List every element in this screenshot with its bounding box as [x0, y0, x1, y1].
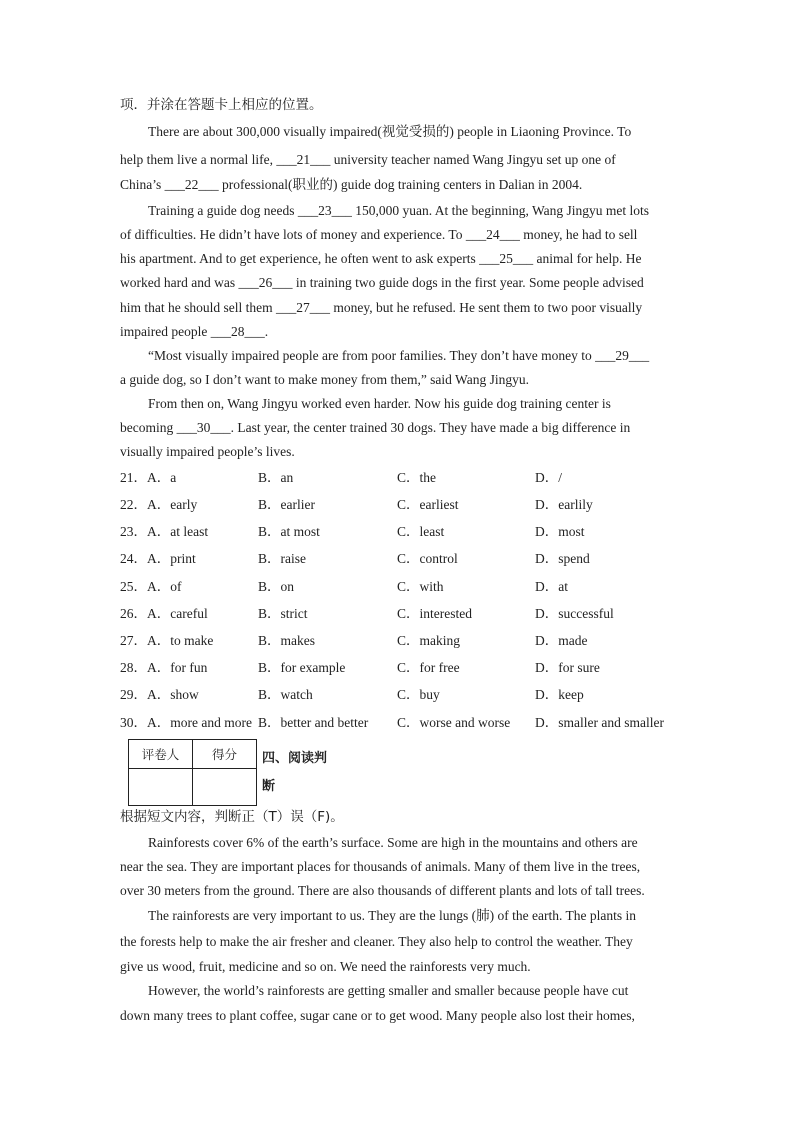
question-row — [120, 578, 680, 596]
cloze-line: visually impaired people’s lives. — [120, 444, 295, 459]
question-number: 26． — [120, 606, 147, 621]
reading-line: However, the world’s rainforests are getting smaller and smaller because people have cut — [148, 983, 629, 998]
option-c[interactable]: C．interested — [397, 606, 472, 621]
cloze-line: China’s ___22___ professional(职业的) guide dog training centers in Dalian in 2004. — [120, 177, 583, 192]
cloze-line: There are about 300,000 visually impaired(视觉受损的) people in Liaoning Province. To — [148, 124, 632, 139]
reading-line: near the sea. They are important places for thousands of animals. Many of them live in the trees, — [120, 859, 641, 874]
cloze-line: his apartment. And to get experience, he often went to ask experts ___25___ animal for help. He — [120, 251, 642, 266]
option-a[interactable]: A．print — [147, 551, 196, 566]
cloze-line: him that he should sell them ___27___ money, but he refused. He sent them to two poor visually — [120, 300, 643, 315]
option-d[interactable]: D．most — [535, 524, 585, 539]
section-title-cont: 断 — [262, 779, 276, 794]
question-row — [120, 632, 680, 650]
option-a[interactable]: A．of — [147, 579, 182, 594]
option-b[interactable]: B．better and better — [258, 715, 369, 730]
option-c[interactable]: C．worse and worse — [397, 715, 511, 730]
option-b[interactable]: B．at most — [258, 524, 320, 539]
question-number: 29． — [120, 687, 147, 702]
question-number: 24． — [120, 551, 147, 566]
option-d[interactable]: D．earlily — [535, 497, 593, 512]
cloze-line: “Most visually impaired people are from poor families. They don’t have money to ___29___ — [148, 348, 650, 363]
question-row — [120, 605, 680, 623]
option-b[interactable]: B．on — [258, 579, 295, 594]
reading-line: Rainforests cover 6% of the earth’s surface. Some are high in the mountains and others are — [148, 835, 638, 850]
option-c[interactable]: C．buy — [397, 687, 440, 702]
option-c[interactable]: C．earliest — [397, 497, 459, 512]
option-a[interactable]: A．more and more — [147, 715, 252, 730]
option-b[interactable]: B．raise — [258, 551, 306, 566]
question-number: 27． — [120, 633, 147, 648]
option-c[interactable]: C．with — [397, 579, 444, 594]
option-d[interactable]: D．successful — [535, 606, 614, 621]
option-a[interactable]: A．show — [147, 687, 199, 702]
option-d[interactable]: D．at — [535, 579, 568, 594]
option-c[interactable]: C．least — [397, 524, 445, 539]
question-row — [120, 550, 680, 568]
option-b[interactable]: B．watch — [258, 687, 313, 702]
question-number: 25． — [120, 579, 147, 594]
option-a[interactable]: A．a — [147, 470, 177, 485]
score-cell[interactable] — [193, 769, 257, 806]
option-a[interactable]: A．at least — [147, 524, 209, 539]
option-d[interactable]: D．/ — [535, 470, 562, 485]
option-a[interactable]: A．careful — [147, 606, 208, 621]
cloze-line: worked hard and was ___26___ in training two guide dogs in the first year. Some people advised — [120, 275, 644, 290]
option-a[interactable]: A．to make — [147, 633, 214, 648]
cloze-line: Training a guide dog needs ___23___ 150,000 yuan. At the beginning, Wang Jingyu met lots — [148, 203, 650, 218]
score-table — [128, 739, 257, 806]
option-c[interactable]: C．making — [397, 633, 460, 648]
question-row — [120, 496, 680, 514]
option-a[interactable]: A．early — [147, 497, 198, 512]
reading-line: The rainforests are very important to us. They are the lungs (肺) of the earth. The plants in — [148, 908, 636, 923]
question-row — [120, 469, 680, 487]
question-row — [120, 714, 680, 732]
question-number: 22． — [120, 497, 147, 512]
option-d[interactable]: D．for sure — [535, 660, 600, 675]
option-b[interactable]: B．for example — [258, 660, 346, 675]
cloze-instruction: 项．并涂在答题卡上相应的位置。 — [120, 97, 323, 113]
cloze-line: becoming ___30___. Last year, the center trained 30 dogs. They have made a big difference in — [120, 420, 631, 435]
question-number: 23． — [120, 524, 147, 539]
option-d[interactable]: D．keep — [535, 687, 584, 702]
cloze-line: help them live a normal life, ___21___ university teacher named Wang Jingyu set up one of — [120, 152, 616, 167]
score-header: 得分 — [193, 740, 257, 769]
reading-instruction: 根据短文内容，判断正（T）误（F)。 — [120, 809, 344, 825]
reading-line: over 30 meters from the ground. There are also thousands of different plants and lots of tall trees. — [120, 883, 645, 898]
reading-line: down many trees to plant coffee, sugar cane or to get wood. Many people also lost their homes, — [120, 1008, 635, 1023]
option-b[interactable]: B．makes — [258, 633, 315, 648]
grader-header: 评卷人 — [129, 740, 193, 769]
question-row — [120, 686, 680, 704]
question-row — [120, 523, 680, 541]
option-c[interactable]: C．the — [397, 470, 436, 485]
cloze-line: impaired people ___28___. — [120, 324, 269, 339]
reading-line: the forests help to make the air fresher and cleaner. They also help to control the weather. They — [120, 934, 633, 949]
option-d[interactable]: D．made — [535, 633, 588, 648]
grader-cell[interactable] — [129, 769, 193, 806]
option-d[interactable]: D．spend — [535, 551, 590, 566]
cloze-line: From then on, Wang Jingyu worked even harder. Now his guide dog training center is — [148, 396, 611, 411]
option-b[interactable]: B．earlier — [258, 497, 315, 512]
option-b[interactable]: B．strict — [258, 606, 308, 621]
option-b[interactable]: B．an — [258, 470, 294, 485]
option-a[interactable]: A．for fun — [147, 660, 208, 675]
question-number: 21． — [120, 470, 147, 485]
cloze-line: of difficulties. He didn’t have lots of money and experience. To ___24___ money, he had to sell — [120, 227, 638, 242]
reading-line: give us wood, fruit, medicine and so on. We need the rainforests very much. — [120, 959, 531, 974]
question-row — [120, 659, 680, 677]
question-number: 30． — [120, 715, 147, 730]
question-number: 28． — [120, 660, 147, 675]
section-title: 四、阅读判 — [262, 751, 328, 766]
cloze-line: a guide dog, so I don’t want to make money from them,” said Wang Jingyu. — [120, 372, 529, 387]
option-c[interactable]: C．for free — [397, 660, 460, 675]
option-d[interactable]: D．smaller and smaller — [535, 715, 664, 730]
option-c[interactable]: C．control — [397, 551, 458, 566]
